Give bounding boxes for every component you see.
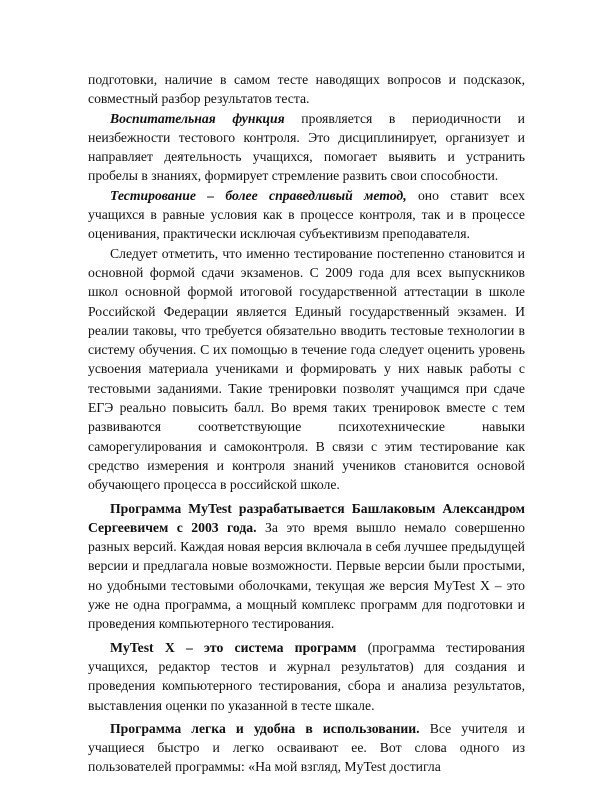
paragraph-lead: Программа MyTest разрабатывается Башлаковым Александром Сергеевичем с 2003 года. bbox=[88, 500, 525, 535]
document-page bbox=[88, 70, 525, 777]
paragraph-continuation bbox=[88, 70, 525, 109]
paragraph-lead: Программа легка и удобна в использовании. bbox=[110, 720, 420, 736]
paragraph-text: подготовки, наличие в самом тесте наводящих вопросов и подсказок, совместный разбор результатов теста. bbox=[88, 72, 525, 107]
paragraph-text: проявляется в периодичности и неизбежности тестового контроля. Это дисциплинирует, организует и направляет деятельность учащихся, помогает выявить и устранить пробелы в знаниях, формирует стремление развить свои способности. bbox=[88, 110, 525, 184]
paragraph-lead: MyTest X – это система программ bbox=[110, 639, 357, 655]
paragraph-lead: Воспитательная функция bbox=[110, 110, 285, 126]
paragraph-text: Следует отметить, что именно тестирование постепенно становится и основной формой сдачи экзаменов. С 2009 года для всех выпускников школ основной формой итоговой государственной аттестации в школе Российской Федерации является Единый государственный экзамен. И реалии таковы, что требуется обязательно вводить тестовые технологии в систему обучения. С их помощью в течение года следует оценить уровень усвоения материала учениками и формировать у них навык работы с тестовыми заданиями. Такие тренировки позволят учащимся при сдаче ЕГЭ реально повысить балл. Во время таких тренировок вместе с тем развиваются соответствующие психотехнические навыки саморегулирования и самоконтроля. В связи с этим тестирование как средство измерения и контроля знаний учеников становится основой обучающего процесса в российской школе. bbox=[88, 245, 525, 493]
paragraph-exam-form bbox=[88, 244, 525, 495]
paragraph-mytest-system bbox=[88, 638, 525, 715]
paragraph-text: оно ставит всех учащихся в равные условия как в процессе контроля, так и в процессе оценивания, практически исключая субъективизм преподавателя. bbox=[88, 187, 525, 242]
paragraph-lead: Тестирование – более справедливый метод, bbox=[110, 187, 407, 203]
paragraph-ease-of-use bbox=[88, 719, 525, 777]
paragraph-text: Все учителя и учащиеся быстро и легко осваивают ее. Вот слова одного из пользователей программы: «На мой взгляд, MyTest достигла bbox=[88, 720, 525, 775]
paragraph-text: За это время вышло немало совершенно разных версий. Каждая новая версия включала в себя лучшее предыдущей версии и предлагала новые возможности. Первые версии были простыми, но удобными тестовыми оболочками, текущая же версия MyTest X – это уже не одна программа, а мощный комплекс программ для подготовки и проведения компьютерного тестирования. bbox=[88, 519, 525, 632]
paragraph-mytest-history bbox=[88, 499, 525, 634]
paragraph-educational-function bbox=[88, 109, 525, 186]
paragraph-fair-method bbox=[88, 186, 525, 244]
paragraph-text: (программа тестирования учащихся, редактор тестов и журнал результатов) для создания и проведения компьютерного тестирования, сбора и анализа результатов, выставления оценки по указанной в тесте шкале. bbox=[88, 639, 525, 713]
